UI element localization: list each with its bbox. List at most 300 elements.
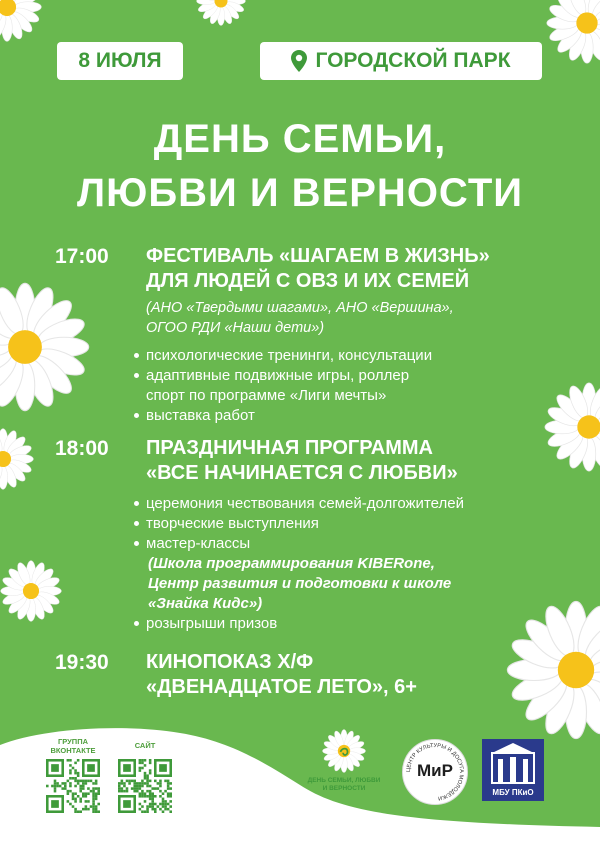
qr-module: [126, 787, 129, 790]
qr-module: [154, 808, 157, 811]
list-item: [130, 346, 586, 366]
qr-module: [144, 777, 147, 780]
bullet-icon: [134, 621, 139, 626]
event-content: [146, 244, 586, 426]
qr-module: [139, 808, 142, 811]
qr-module: [167, 792, 170, 795]
qr-module: [139, 795, 142, 798]
qr-module: [154, 810, 157, 813]
qr-module: [167, 782, 170, 785]
qr-module: [61, 782, 64, 785]
qr-module: [157, 805, 160, 808]
qr-module: [95, 808, 98, 811]
qr-module: [90, 805, 93, 808]
qr-module: [162, 792, 165, 795]
qr-module: [139, 792, 142, 795]
qr-module: [77, 780, 80, 783]
qr-module: [164, 780, 167, 783]
list-item-text: спорт по программе «Лиги мечты»: [146, 387, 387, 404]
bullet-icon: [134, 541, 139, 546]
qr-module: [118, 787, 121, 790]
qr-vk-caption-line: ГРУППА: [57, 737, 89, 746]
daisy-decoration-top-center: [196, 0, 246, 26]
qr-module: [69, 772, 72, 775]
location-text: ГОРОДСКОЙ ПАРК: [315, 49, 511, 72]
qr-module: [77, 782, 80, 785]
qr-module: [118, 790, 121, 793]
qr-module: [87, 800, 90, 803]
event-time: 18:00: [55, 437, 109, 460]
qr-module: [146, 777, 149, 780]
date-text: 8 ИЮЛЯ: [78, 49, 162, 72]
qr-module: [77, 810, 80, 813]
list-item-text: психологические тренинги, консультации: [146, 347, 433, 364]
qr-module: [123, 782, 126, 785]
qr-module: [82, 785, 85, 788]
qr-module: [149, 790, 152, 793]
qr-module: [64, 782, 67, 785]
qr-finder-pattern: [123, 764, 131, 772]
qr-module: [74, 810, 77, 813]
qr-module: [136, 790, 139, 793]
qr-module: [149, 798, 152, 801]
qr-module: [92, 795, 95, 798]
qr-module: [69, 782, 72, 785]
daisy-decoration-left-small: [0, 428, 34, 490]
qr-module: [92, 810, 95, 813]
qr-module: [85, 808, 88, 811]
qr-module: [162, 800, 165, 803]
qr-module: [149, 769, 152, 772]
qr-module: [74, 808, 77, 811]
page-title: [0, 112, 600, 220]
qr-module: [133, 787, 136, 790]
qr-module: [92, 805, 95, 808]
daisy-decoration-top-left: [0, 0, 42, 42]
list-item: [130, 406, 586, 426]
qr-module: [162, 805, 165, 808]
qr-module: [149, 759, 152, 762]
qr-module: [121, 780, 124, 783]
qr-module: [146, 805, 149, 808]
qr-module: [167, 780, 170, 783]
qr-module: [95, 787, 98, 790]
mbu-pkio-logo: [482, 739, 544, 801]
list-item: [130, 494, 586, 514]
qr-module: [79, 787, 82, 790]
qr-module: [77, 795, 80, 798]
list-item: [130, 366, 586, 386]
qr-module: [136, 787, 139, 790]
qr-module: [67, 800, 70, 803]
qr-module: [149, 780, 152, 783]
qr-module: [64, 787, 67, 790]
qr-module: [151, 792, 154, 795]
qr-module: [146, 780, 149, 783]
qr-module: [159, 782, 162, 785]
qr-module: [69, 764, 72, 767]
qr-module: [118, 782, 121, 785]
daisy-decoration-mid-left: [0, 282, 90, 412]
event-headline-line: ДЛЯ ЛЮДЕЙ С ОВЗ И ИХ СЕМЕЙ: [146, 270, 470, 292]
family-day-logo-icon: [322, 729, 366, 773]
qr-module: [54, 782, 57, 785]
mbu-pkio-logo-text: МБУ ПКиО: [492, 788, 534, 797]
qr-module: [146, 810, 149, 813]
qr-module: [87, 780, 90, 783]
qr-module: [67, 780, 70, 783]
qr-module: [169, 805, 172, 808]
qr-module: [121, 790, 124, 793]
qr-module: [123, 790, 126, 793]
event-time: 19:30: [55, 651, 109, 674]
qr-module: [164, 803, 167, 806]
qr-module: [95, 795, 98, 798]
bullet-icon: [134, 413, 139, 418]
qr-module: [74, 777, 77, 780]
qr-module: [159, 795, 162, 798]
qr-module: [131, 780, 134, 783]
qr-module: [154, 787, 157, 790]
family-day-logo-caption: [304, 777, 384, 793]
event-headline-line: «ВСЕ НАЧИНАЕТСЯ С ЛЮБВИ»: [146, 462, 458, 484]
qr-module: [151, 798, 154, 801]
list-item-continuation: [130, 386, 586, 406]
qr-module: [74, 769, 77, 772]
qr-module: [154, 803, 157, 806]
qr-module: [141, 805, 144, 808]
qr-module: [167, 785, 170, 788]
bullet-icon: [134, 353, 139, 358]
qr-module: [141, 759, 144, 762]
qr-module: [126, 790, 129, 793]
qr-module: [139, 767, 142, 770]
qr-module: [72, 767, 75, 770]
qr-module: [141, 785, 144, 788]
qr-module: [141, 790, 144, 793]
mir-ring-text: ЦЕНТР КУЛЬТУРЫ И ДОСУГА МОЛОДЕЖИ: [405, 742, 465, 801]
qr-module: [69, 769, 72, 772]
qr-module: [169, 810, 172, 813]
qr-module: [74, 780, 77, 783]
logo-caption-line: ДЕНЬ СЕМЬИ, ЛЮБВИ: [307, 777, 381, 784]
mir-logo: [402, 739, 468, 805]
qr-module: [123, 785, 126, 788]
qr-module: [144, 764, 147, 767]
qr-module: [77, 774, 80, 777]
qr-module: [126, 780, 129, 783]
qr-module: [149, 762, 152, 765]
qr-module: [149, 792, 152, 795]
qr-module: [95, 805, 98, 808]
event-headline-line: ФЕСТИВАЛЬ «ШАГАЕМ В ЖИЗНЬ»: [146, 245, 490, 267]
qr-module: [144, 795, 147, 798]
qr-module: [167, 787, 170, 790]
qr-module: [164, 808, 167, 811]
qr-module: [146, 795, 149, 798]
qr-module: [121, 787, 124, 790]
qr-module: [95, 782, 98, 785]
qr-module: [139, 785, 142, 788]
qr-module: [82, 808, 85, 811]
qr-module: [118, 785, 121, 788]
qr-module: [69, 790, 72, 793]
mbu-pkio-logo-icon: [482, 739, 544, 789]
event-headline-line: КИНОПОКАЗ Х/Ф: [146, 651, 314, 673]
qr-module: [133, 785, 136, 788]
qr-module: [64, 785, 67, 788]
qr-module: [92, 800, 95, 803]
qr-module: [87, 808, 90, 811]
qr-module: [162, 803, 165, 806]
qr-module: [54, 785, 57, 788]
qr-module: [67, 759, 70, 762]
qr-module: [87, 787, 90, 790]
qr-module: [61, 787, 64, 790]
qr-module: [92, 792, 95, 795]
event-time: 17:00: [55, 245, 109, 268]
qr-module: [79, 790, 82, 793]
qr-module: [139, 762, 142, 765]
qr-module: [159, 808, 162, 811]
qr-module: [144, 759, 147, 762]
daisy-decoration-left-lower: [0, 560, 62, 622]
qr-module: [77, 759, 80, 762]
qr-module: [85, 805, 88, 808]
qr-vk-caption: [38, 737, 108, 755]
qr-code-site[interactable]: [118, 759, 172, 813]
list-item-text: мастер-классы: [146, 535, 251, 552]
qr-module: [92, 803, 95, 806]
qr-finder-pattern: [51, 800, 59, 808]
qr-module: [87, 792, 90, 795]
qr-module: [144, 810, 147, 813]
qr-module: [97, 810, 100, 813]
qr-module: [159, 790, 162, 793]
date-badge: [57, 42, 183, 80]
qr-module: [95, 780, 98, 783]
qr-module: [54, 787, 57, 790]
qr-module: [154, 780, 157, 783]
qr-module: [54, 790, 57, 793]
qr-module: [79, 780, 82, 783]
daisy-decoration-top-right: [546, 0, 600, 64]
qr-module: [92, 782, 95, 785]
qr-module: [69, 803, 72, 806]
event-headline-line: «ДВЕНАДЦАТОЕ ЛЕТО», 6+: [146, 676, 417, 698]
qr-module: [146, 790, 149, 793]
qr-module: [133, 780, 136, 783]
qr-module: [151, 803, 154, 806]
qr-module: [54, 780, 57, 783]
qr-module: [59, 785, 62, 788]
event-content: [146, 436, 586, 634]
qr-module: [157, 787, 160, 790]
qr-module: [151, 805, 154, 808]
qr-module: [164, 800, 167, 803]
qr-module: [128, 780, 131, 783]
qr-module: [56, 782, 59, 785]
workshop-hosts-line: (Школа программирования KIBERone,: [148, 555, 435, 572]
qr-module: [69, 777, 72, 780]
qr-module: [51, 785, 54, 788]
qr-module: [169, 800, 172, 803]
qr-module: [146, 808, 149, 811]
bullet-icon: [134, 521, 139, 526]
qr-module: [74, 762, 77, 765]
qr-module: [141, 792, 144, 795]
qr-module: [97, 803, 100, 806]
qr-module: [56, 785, 59, 788]
list-item-text: розыгрыши призов: [146, 615, 278, 632]
qr-module: [159, 803, 162, 806]
qr-module: [82, 787, 85, 790]
qr-module: [92, 790, 95, 793]
organizers-line: ОГОО РДИ «Наши дети»): [146, 320, 325, 336]
qr-module: [131, 787, 134, 790]
location-badge: [260, 42, 542, 80]
qr-module: [169, 782, 172, 785]
bullet-icon: [134, 373, 139, 378]
qr-module: [141, 782, 144, 785]
list-item-text: церемония чествования семей-долгожителей: [146, 495, 464, 512]
qr-module: [149, 803, 152, 806]
qr-module: [97, 787, 100, 790]
qr-module: [95, 792, 98, 795]
qr-module: [74, 798, 77, 801]
qr-module: [133, 790, 136, 793]
qr-finder-pattern: [87, 764, 95, 772]
qr-module: [85, 795, 88, 798]
qr-module: [72, 805, 75, 808]
qr-module: [159, 780, 162, 783]
qr-module: [69, 785, 72, 788]
qr-module: [85, 782, 88, 785]
qr-module: [164, 805, 167, 808]
footer: [0, 723, 600, 848]
title-line-2: ЛЮБВИ И ВЕРНОСТИ: [77, 171, 523, 215]
qr-module: [146, 774, 149, 777]
event-activity-list: [130, 494, 586, 634]
qr-module: [92, 787, 95, 790]
qr-module: [97, 790, 100, 793]
title-line-1: ДЕНЬ СЕМЬИ,: [153, 117, 447, 161]
qr-code-vk[interactable]: [46, 759, 100, 813]
qr-module: [149, 805, 152, 808]
qr-module: [85, 800, 88, 803]
mir-logo-text: МиР: [417, 761, 453, 780]
qr-module: [74, 792, 77, 795]
event-headline-line: ПРАЗДНИЧНАЯ ПРОГРАММА: [146, 437, 434, 459]
list-item-text: адаптивные подвижные игры, роллер: [146, 367, 410, 384]
qr-module: [151, 795, 154, 798]
qr-module: [95, 798, 98, 801]
qr-module: [121, 782, 124, 785]
qr-module: [162, 810, 165, 813]
qr-module: [97, 792, 100, 795]
qr-module: [167, 795, 170, 798]
bullet-icon: [134, 501, 139, 506]
qr-module: [82, 782, 85, 785]
qr-vk-caption-line: ВКОНТАКТЕ: [50, 746, 96, 755]
qr-module: [139, 803, 142, 806]
qr-module: [144, 772, 147, 775]
qr-module: [79, 785, 82, 788]
qr-module: [82, 792, 85, 795]
qr-module: [157, 782, 160, 785]
qr-module: [149, 785, 152, 788]
qr-module: [77, 772, 80, 775]
qr-module: [139, 787, 142, 790]
qr-module: [141, 762, 144, 765]
qr-module: [151, 808, 154, 811]
qr-module: [128, 782, 131, 785]
qr-module: [82, 795, 85, 798]
event-activity-list: [130, 346, 586, 426]
list-item-text: выставка работ: [146, 407, 255, 424]
qr-module: [72, 795, 75, 798]
qr-module: [146, 782, 149, 785]
qr-module: [169, 795, 172, 798]
qr-module: [139, 759, 142, 762]
qr-module: [167, 808, 170, 811]
qr-module: [74, 772, 77, 775]
qr-module: [139, 782, 142, 785]
qr-module: [82, 780, 85, 783]
qr-finder-pattern: [159, 764, 167, 772]
qr-site-caption: САЙТ: [134, 741, 156, 750]
list-item: [130, 534, 586, 554]
qr-module: [169, 792, 172, 795]
list-item-text: творческие выступления: [146, 515, 319, 532]
qr-module: [141, 780, 144, 783]
qr-module: [144, 774, 147, 777]
qr-module: [144, 792, 147, 795]
qr-module: [136, 782, 139, 785]
qr-module: [72, 777, 75, 780]
qr-module: [72, 792, 75, 795]
qr-module: [74, 785, 77, 788]
qr-module: [151, 787, 154, 790]
qr-module: [67, 792, 70, 795]
workshop-hosts-line: «Знайка Кидс»): [148, 595, 263, 612]
workshop-hosts-line: Центр развития и подготовки к школе: [148, 575, 452, 592]
qr-module: [69, 759, 72, 762]
qr-module: [159, 785, 162, 788]
qr-module: [85, 792, 88, 795]
event-organizers: [146, 298, 586, 338]
qr-module: [149, 772, 152, 775]
qr-module: [67, 790, 70, 793]
qr-module: [92, 808, 95, 811]
qr-module: [133, 782, 136, 785]
qr-module: [90, 780, 93, 783]
list-item: [130, 614, 586, 634]
qr-module: [144, 800, 147, 803]
qr-module: [141, 795, 144, 798]
qr-module: [149, 795, 152, 798]
qr-module: [169, 787, 172, 790]
qr-module: [85, 780, 88, 783]
qr-module: [90, 790, 93, 793]
qr-module: [144, 782, 147, 785]
location-pin-icon: [291, 50, 307, 72]
qr-module: [139, 769, 142, 772]
qr-finder-pattern: [51, 764, 59, 772]
qr-module: [141, 810, 144, 813]
qr-module: [151, 800, 154, 803]
logo-caption-line: И ВЕРНОСТИ: [322, 785, 366, 792]
